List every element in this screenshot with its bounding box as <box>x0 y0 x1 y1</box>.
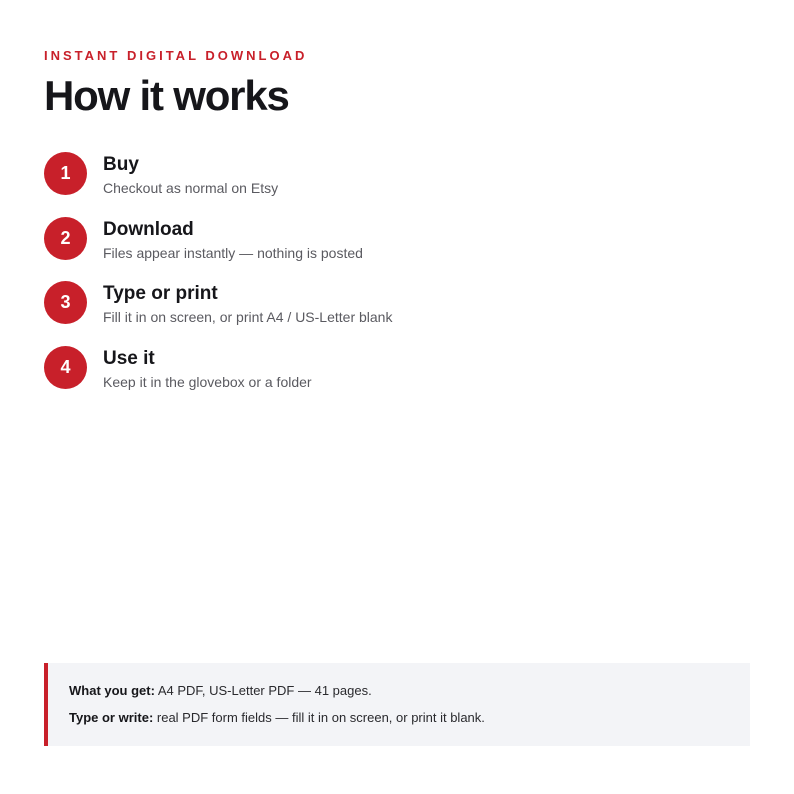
step-text <box>103 281 392 327</box>
step-number-badge: 4 <box>44 346 87 389</box>
steps-list <box>44 152 744 410</box>
step-item <box>44 346 744 411</box>
step-title: Download <box>103 218 194 240</box>
step-text <box>103 346 312 392</box>
step-item <box>44 152 744 217</box>
eyebrow-label: INSTANT DIGITAL DOWNLOAD <box>44 48 308 63</box>
what-you-get-value: A4 PDF, US-Letter PDF — 41 pages. <box>154 683 372 698</box>
step-description: Checkout as normal on Etsy <box>103 180 279 196</box>
step-description: Fill it in on screen, or print A4 / US-Letter blank <box>103 309 393 325</box>
step-title: Type or print <box>103 283 218 304</box>
type-or-write-line <box>69 710 750 726</box>
info-box <box>44 663 750 746</box>
step-title: Use it <box>103 347 155 369</box>
step-number-badge: 2 <box>44 217 87 260</box>
step-number-badge: 3 <box>44 281 87 324</box>
page-title: How it works <box>44 72 289 119</box>
step-item <box>44 217 744 282</box>
step-title: Buy <box>103 154 139 175</box>
type-or-write-label: Type or write: <box>69 710 154 725</box>
type-or-write-value: real PDF form fields — fill it in on screen, or print it blank. <box>153 710 485 725</box>
what-you-get-label: What you get: <box>69 683 155 698</box>
step-number-badge: 1 <box>44 152 87 195</box>
step-item <box>44 281 744 346</box>
step-description: Keep it in the glovebox or a folder <box>103 373 312 390</box>
step-description: Files appear instantly — nothing is posted <box>103 244 363 261</box>
step-text <box>103 152 278 198</box>
what-you-get-line <box>69 683 750 699</box>
step-text <box>103 217 363 263</box>
